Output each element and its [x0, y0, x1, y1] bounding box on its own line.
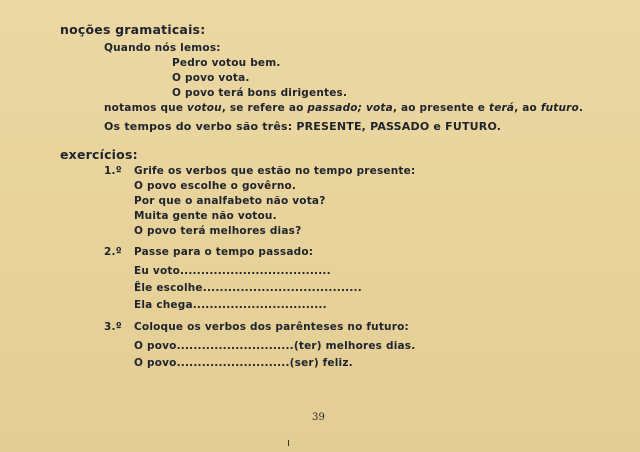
exercises-heading: exercícios: — [60, 147, 138, 162]
explanation-text-4: , ao presente e — [392, 102, 489, 114]
explanation-line — [104, 102, 583, 114]
exercise-2-number: 2.º — [104, 246, 122, 258]
explanation-text-6: . — [578, 102, 584, 114]
exercise-1-line-1: O povo escolhe o govêrno. — [134, 180, 297, 192]
word-vota: vota — [365, 102, 393, 114]
explanation-text-1: notamos que — [104, 102, 188, 114]
exercise-2-line-2: Êle escolhe...................................... — [134, 282, 362, 294]
word-tera: terá — [488, 102, 515, 114]
exercise-3-line-2: O povo...........................(ser) feliz. — [134, 357, 353, 369]
exercise-2-instruction: Passe para o tempo passado: — [134, 246, 314, 258]
grammar-heading: noções gramaticais: — [60, 22, 206, 37]
explanation-text-5: , ao — [514, 102, 541, 114]
exercise-1-number: 1.º — [104, 165, 122, 177]
example-line-2: O povo vota. — [172, 72, 250, 84]
intro-line: Quando nós lemos: — [104, 42, 221, 54]
word-futuro: futuro — [540, 102, 579, 114]
exercise-1-line-4: O povo terá melhores dias? — [134, 225, 302, 237]
page-number: 39 — [312, 412, 326, 423]
exercise-3-instruction: Coloque os verbos dos parênteses no futuro: — [134, 321, 409, 333]
word-votou: votou — [187, 102, 222, 114]
explanation-text-2: , se refere ao — [221, 102, 308, 114]
exercise-3-line-1: O povo............................(ter) melhores dias. — [134, 340, 416, 352]
example-line-1: Pedro votou bem. — [172, 57, 281, 69]
exercise-2-line-3: Ela chega................................ — [134, 299, 327, 311]
exercise-1-line-2: Por que o analfabeto não vota? — [134, 195, 326, 207]
example-line-3: O povo terá bons dirigentes. — [172, 87, 348, 99]
word-passado: passado; — [307, 102, 363, 114]
exercise-1-instruction: Grife os verbos que estão no tempo presente: — [134, 165, 416, 177]
exercise-2-line-1: Eu voto.................................... — [134, 265, 331, 277]
tenses-line: Os tempos do verbo são três: PRESENTE, PASSADO e FUTURO. — [104, 120, 502, 133]
exercise-1-line-3: Muita gente não votou. — [134, 210, 277, 222]
binding-mark — [288, 440, 289, 446]
exercise-3-number: 3.º — [104, 321, 122, 333]
